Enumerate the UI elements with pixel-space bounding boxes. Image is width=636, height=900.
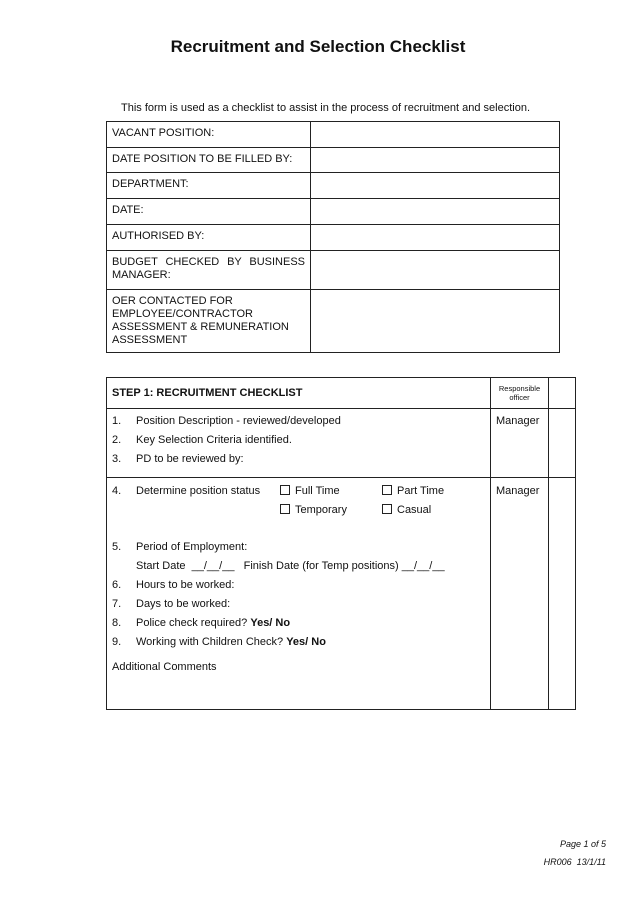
- label-department: DEPARTMENT:: [107, 173, 311, 199]
- option-casual[interactable]: Casual: [382, 504, 431, 517]
- label-oer-contacted: OER CONTACTED FOR EMPLOYEE/CONTRACTOR ASSESSMENT & REMUNERATION ASSESSMENT: [107, 290, 311, 353]
- intro-text: This form is used as a checklist to assist in the process of recruitment and selection.: [121, 102, 531, 114]
- field-date[interactable]: [311, 199, 560, 225]
- document-code: HR006 13/1/11: [543, 857, 606, 867]
- checkbox-icon[interactable]: [382, 504, 392, 514]
- step1-heading: STEP 1: RECRUITMENT CHECKLIST: [107, 378, 491, 409]
- list-item: 1. Position Description - reviewed/developed: [112, 415, 341, 427]
- dates-line: Start Date __/__/__ Finish Date (for Temp positions) __/__/__: [136, 560, 445, 572]
- officer-cell: Manager: [491, 478, 549, 710]
- police-check-answer[interactable]: Yes/ No: [250, 617, 291, 629]
- label-date-to-fill: DATE POSITION TO BE FILLED BY:: [107, 148, 311, 173]
- page-title: Recruitment and Selection Checklist: [170, 37, 466, 56]
- list-item: 7. Days to be worked:: [112, 598, 231, 610]
- list-item: 8. Police check required? Yes/ No: [112, 617, 291, 629]
- check-column-header: [549, 378, 576, 409]
- field-vacant-position[interactable]: [311, 122, 560, 148]
- page-number: Page 1 of 5: [559, 839, 606, 849]
- option-part-time[interactable]: Part Time: [382, 485, 444, 498]
- option-temporary[interactable]: Temporary: [280, 504, 347, 517]
- step1-table: [106, 377, 576, 710]
- officer-cell: Manager: [491, 409, 549, 478]
- label-budget-checked: BUDGET CHECKED BY BUSINESS MANAGER:: [107, 251, 311, 290]
- label-authorised-by: AUTHORISED BY:: [107, 225, 311, 251]
- check-cell[interactable]: [549, 478, 576, 710]
- checkbox-icon[interactable]: [382, 485, 392, 495]
- field-oer-contacted[interactable]: [311, 290, 560, 353]
- field-authorised-by[interactable]: [311, 225, 560, 251]
- responsible-officer-header: Responsible officer: [491, 378, 549, 409]
- list-item: 6. Hours to be worked:: [112, 579, 235, 591]
- option-full-time[interactable]: Full Time: [280, 485, 340, 498]
- list-item: 5. Period of Employment:: [112, 541, 248, 553]
- details-table: [106, 121, 560, 353]
- label-date: DATE:: [107, 199, 311, 225]
- field-department[interactable]: [311, 173, 560, 199]
- check-cell[interactable]: [549, 409, 576, 478]
- list-item: 4. Determine position status: [112, 485, 261, 497]
- list-item: 3. PD to be reviewed by:: [112, 453, 244, 465]
- field-budget-checked[interactable]: [311, 251, 560, 290]
- checkbox-icon[interactable]: [280, 504, 290, 514]
- checkbox-icon[interactable]: [280, 485, 290, 495]
- label-vacant-position: VACANT POSITION:: [107, 122, 311, 148]
- list-item: 9. Working with Children Check? Yes/ No: [112, 636, 326, 648]
- list-item: 2. Key Selection Criteria identified.: [112, 434, 292, 446]
- wwc-check-answer[interactable]: Yes/ No: [286, 636, 326, 648]
- field-date-to-fill[interactable]: [311, 148, 560, 173]
- additional-comments-label: Additional Comments: [112, 661, 217, 673]
